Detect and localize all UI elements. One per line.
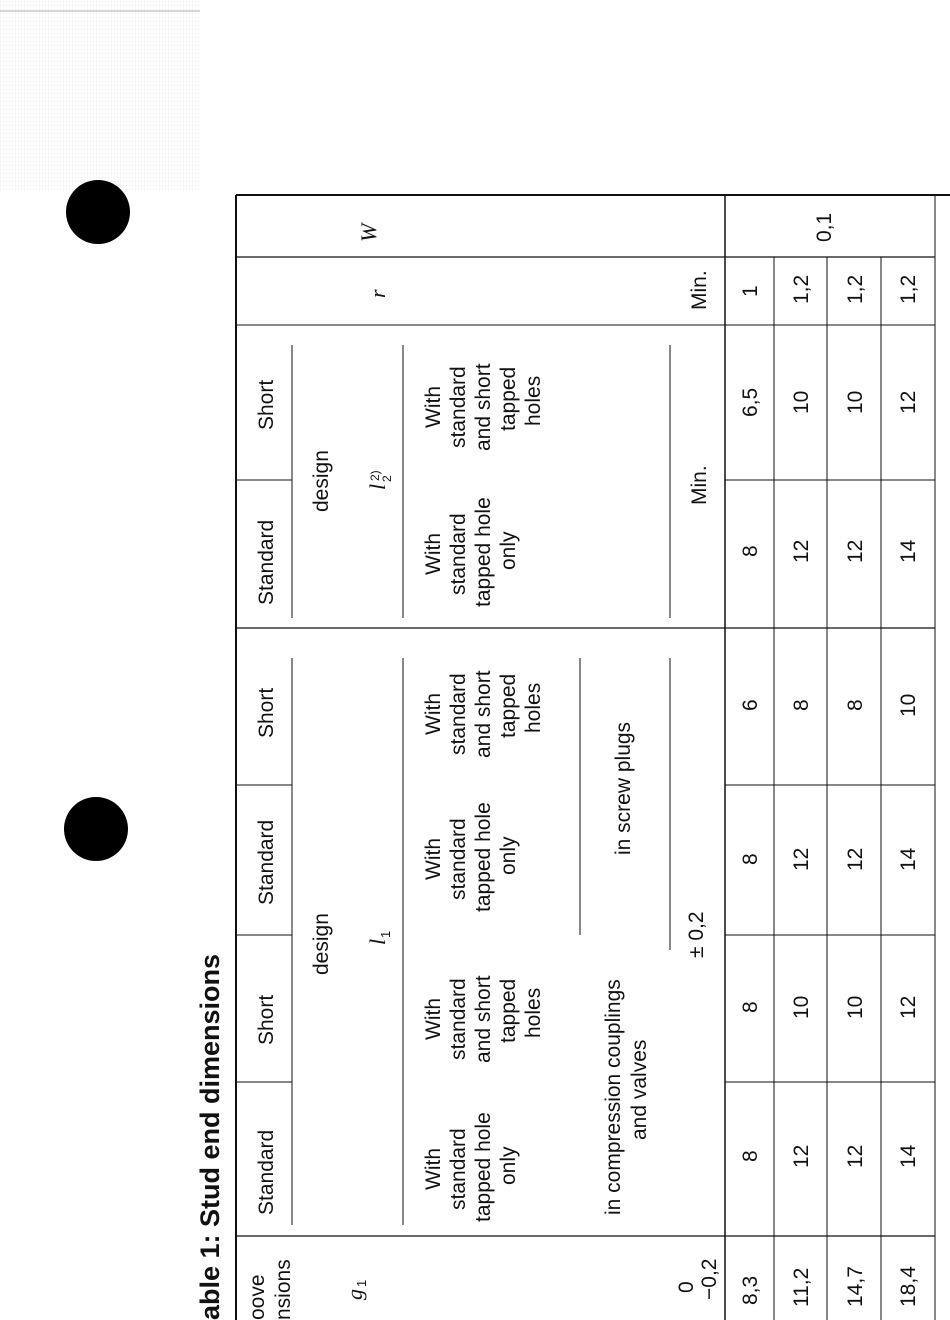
svg-text:only: only (497, 1146, 520, 1185)
cell-r2-l1-sp-short: 8 (790, 699, 813, 711)
header-groove-line2: nsions (272, 1259, 295, 1320)
header-l2-short: Short (255, 379, 278, 430)
svg-text:standard: standard (447, 673, 470, 755)
cell-r4-r: 1,2 (897, 274, 920, 304)
header-l2-short-desc (422, 363, 545, 451)
cell-r2-l2-short: 10 (790, 390, 813, 414)
svg-text:holes: holes (522, 987, 545, 1038)
header-l1-tol: ± 0,2 (685, 911, 708, 958)
cell-r4-l1-sp-std: 14 (897, 847, 920, 871)
header-l2: l (365, 483, 390, 490)
cell-w-value: 0,1 (813, 212, 836, 242)
svg-text:standard: standard (447, 818, 470, 900)
header-l2-sub: 2 (380, 475, 394, 482)
cell-r4-g1: 18,4 (897, 1266, 920, 1307)
header-l2-std-desc (422, 497, 520, 607)
cell-r3-r: 1,2 (844, 274, 867, 304)
header-l1-sub: 1 (378, 930, 393, 938)
cell-r3-l1-cc-std: 12 (844, 1144, 867, 1168)
svg-text:With: With (422, 838, 445, 880)
header-g1-tol-bottom: −0,2 (698, 1258, 721, 1300)
cell-r2-r: 1,2 (790, 274, 813, 304)
header-l1-sp-short: Short (255, 687, 278, 738)
svg-text:standard: standard (447, 978, 470, 1060)
cell-r3-g1: 14,7 (844, 1266, 867, 1307)
cell-r2-l1-cc-std: 12 (790, 1144, 813, 1168)
svg-text:standard: standard (447, 513, 470, 595)
cell-r1-r: 1 (739, 285, 762, 297)
svg-text:standard: standard (447, 366, 470, 448)
svg-text:and short: and short (472, 975, 495, 1063)
header-g1-tol-top: 0 (675, 1281, 698, 1293)
header-l1-cc-short-desc (422, 975, 545, 1063)
svg-text:and short: and short (472, 670, 495, 758)
svg-text:tapped hole: tapped hole (472, 497, 495, 607)
header-in-compression-2: and valves (628, 1039, 651, 1140)
header-groove-line1: oove (246, 1274, 269, 1320)
header-w: W (356, 223, 381, 242)
cell-r1-l1-cc-std: 8 (739, 1150, 762, 1162)
header-l2-design: design (310, 450, 333, 512)
cell-r1-l1-sp-std: 8 (739, 853, 762, 865)
cell-r3-l1-sp-std: 12 (844, 847, 867, 871)
header-g1-sub: 1 (354, 1279, 369, 1287)
header-l1: l (365, 938, 390, 945)
header-l1-cc-short: Short (255, 994, 278, 1045)
cell-r1-l2-short: 6,5 (739, 387, 762, 417)
cell-r1-l2-std: 8 (739, 545, 762, 557)
header-l2-standard: Standard (255, 519, 278, 605)
header-l1-sp-short-desc (422, 670, 545, 758)
header-l1-design: design (310, 913, 333, 975)
svg-text:tapped hole: tapped hole (472, 802, 495, 912)
svg-text:only: only (497, 531, 520, 570)
svg-text:With: With (422, 693, 445, 735)
cell-r4-l1-cc-std: 14 (897, 1144, 920, 1168)
cell-r2-l1-cc-short: 10 (790, 995, 813, 1019)
svg-text:With: With (422, 998, 445, 1040)
cell-r3-l1-sp-short: 8 (844, 699, 867, 711)
cell-r1-l1-sp-short: 6 (739, 699, 762, 711)
cell-r3-l2-std: 12 (844, 539, 867, 563)
header-g1: g (342, 1289, 367, 1300)
header-in-screw-plugs: in screw plugs (612, 721, 635, 855)
cell-r4-l1-sp-short: 10 (897, 693, 920, 717)
header-l1-cc-standard: Standard (255, 1129, 278, 1215)
cell-r3-l1-cc-short: 10 (844, 995, 867, 1019)
svg-text:With: With (422, 386, 445, 428)
header-l2-sup: 2) (368, 470, 382, 481)
header-l1-sp-standard: Standard (255, 819, 278, 905)
svg-text:standard: standard (447, 1128, 470, 1210)
cell-r4-l2-std: 14 (897, 539, 920, 563)
table-grid (236, 195, 950, 1320)
cell-r2-l1-sp-std: 12 (790, 847, 813, 871)
header-in-compression-1: in compression couplings (602, 979, 625, 1215)
cell-r2-g1: 11,2 (790, 1267, 813, 1307)
svg-text:tapped hole: tapped hole (472, 1112, 495, 1222)
table-title: able 1: Stud end dimensions (195, 953, 225, 1320)
cell-r4-l1-cc-short: 12 (897, 995, 920, 1019)
svg-text:With: With (422, 533, 445, 575)
data-cells (739, 213, 920, 1307)
svg-text:only: only (497, 836, 520, 875)
cell-r3-l2-short: 10 (844, 390, 867, 414)
cell-r2-l2-std: 12 (790, 539, 813, 563)
svg-text:and short: and short (472, 363, 495, 451)
svg-text:holes: holes (522, 682, 545, 733)
svg-text:tapped: tapped (497, 673, 520, 738)
header-r: r (365, 289, 390, 298)
svg-text:holes: holes (522, 375, 545, 426)
header-r-min: Min. (688, 270, 711, 310)
cell-r1-g1: 8,3 (739, 1275, 762, 1305)
header-l1-cc-std-desc (422, 1112, 520, 1222)
header-l2-min: Min. (688, 465, 711, 505)
svg-text:tapped: tapped (497, 978, 520, 1043)
cell-r1-l1-cc-short: 8 (739, 1001, 762, 1013)
svg-text:With: With (422, 1148, 445, 1190)
svg-text:tapped: tapped (497, 366, 520, 431)
header-l1-sp-std-desc (422, 802, 520, 912)
cell-r4-l2-short: 12 (897, 390, 920, 414)
